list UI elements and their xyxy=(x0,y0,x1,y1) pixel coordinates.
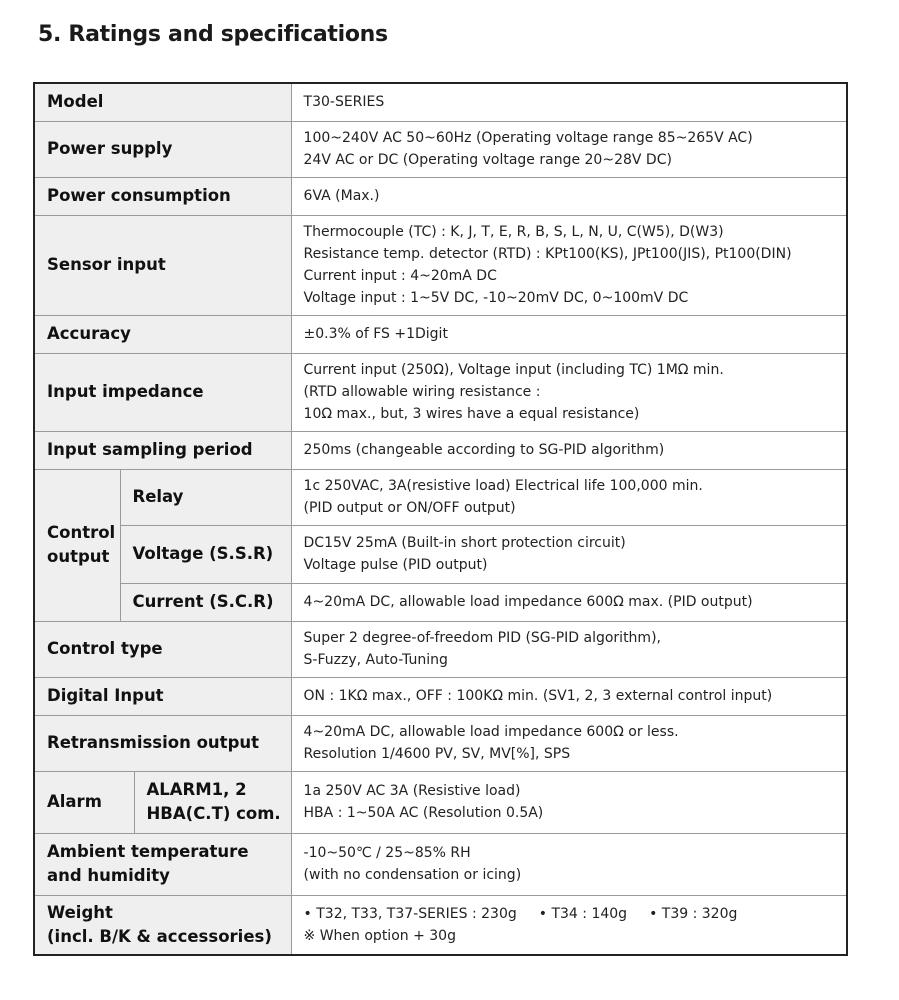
row-ambient xyxy=(34,833,847,895)
control-type-label: Control type xyxy=(34,621,291,677)
current-scr-label: Current (S.C.R) xyxy=(120,583,291,621)
model-label: Model xyxy=(34,83,291,121)
specifications-table xyxy=(33,82,848,956)
row-control-output-voltage xyxy=(34,525,847,583)
row-weight xyxy=(34,895,847,955)
ambient-label: Ambient temperature and humidity xyxy=(34,833,291,895)
accuracy-label: Accuracy xyxy=(34,315,291,353)
alarm-sub-label: ALARM1, 2 HBA(C.T) com. xyxy=(134,771,291,833)
digital-input-label: Digital Input xyxy=(34,677,291,715)
row-digital-input xyxy=(34,677,847,715)
input-impedance-value: Current input (250Ω), Voltage input (including TC) 1MΩ min. (RTD allowable wiring resistance : 10Ω max., but, 3 wires have a equal resistance) xyxy=(291,353,847,431)
weight-bullet: • T32, T33, T37-SERIES : 230g xyxy=(303,905,517,922)
weight-bullet: • T34 : 140g xyxy=(538,905,628,922)
row-input-sampling xyxy=(34,431,847,469)
ambient-value: -10~50℃ / 25~85% RH (with no condensation or icing) xyxy=(291,833,847,895)
accuracy-value: ±0.3% of FS +1Digit xyxy=(291,315,847,353)
current-scr-value: 4~20mA DC, allowable load impedance 600Ω max. (PID output) xyxy=(291,583,847,621)
voltage-ssr-value: DC15V 25mA (Built-in short protection circuit) Voltage pulse (PID output) xyxy=(291,525,847,583)
page-title: 5. Ratings and specifications xyxy=(38,22,388,47)
row-alarm xyxy=(34,771,847,833)
row-power-consumption xyxy=(34,177,847,215)
input-sampling-label: Input sampling period xyxy=(34,431,291,469)
weight-value xyxy=(291,895,847,955)
power-consumption-label: Power consumption xyxy=(34,177,291,215)
row-model xyxy=(34,83,847,121)
control-type-value: Super 2 degree-of-freedom PID (SG-PID algorithm), S-Fuzzy, Auto-Tuning xyxy=(291,621,847,677)
weight-label: Weight (incl. B/K & accessories) xyxy=(34,895,291,955)
retransmission-value: 4~20mA DC, allowable load impedance 600Ω or less. Resolution 1/4600 PV, SV, MV[%], SPS xyxy=(291,715,847,771)
voltage-ssr-label: Voltage (S.S.R) xyxy=(120,525,291,583)
retransmission-label: Retransmission output xyxy=(34,715,291,771)
row-control-output-relay xyxy=(34,469,847,525)
power-supply-label: Power supply xyxy=(34,121,291,177)
row-power-supply xyxy=(34,121,847,177)
row-control-type xyxy=(34,621,847,677)
input-impedance-label: Input impedance xyxy=(34,353,291,431)
row-retransmission xyxy=(34,715,847,771)
alarm-value: 1a 250V AC 3A (Resistive load) HBA : 1~50A AC (Resolution 0.5A) xyxy=(291,771,847,833)
input-sampling-value: 250ms (changeable according to SG-PID algorithm) xyxy=(291,431,847,469)
row-accuracy xyxy=(34,315,847,353)
control-output-label: Control output xyxy=(34,469,120,621)
relay-value: 1c 250VAC, 3A(resistive load) Electrical life 100,000 min. (PID output or ON/OFF output) xyxy=(291,469,847,525)
model-value: T30-SERIES xyxy=(291,83,847,121)
power-supply-value: 100~240V AC 50~60Hz (Operating voltage range 85~265V AC) 24V AC or DC (Operating voltage range 20~28V DC) xyxy=(291,121,847,177)
power-consumption-value: 6VA (Max.) xyxy=(291,177,847,215)
weight-bullets xyxy=(304,903,847,925)
weight-note: ※ When option + 30g xyxy=(303,927,456,944)
row-input-impedance xyxy=(34,353,847,431)
relay-label: Relay xyxy=(120,469,291,525)
digital-input-value: ON : 1KΩ max., OFF : 100KΩ min. (SV1, 2, 3 external control input) xyxy=(291,677,847,715)
row-sensor-input xyxy=(34,215,847,315)
weight-bullet: • T39 : 320g xyxy=(649,905,738,922)
sensor-input-value: Thermocouple (TC) : K, J, T, E, R, B, S, L, N, U, C(W5), D(W3) Resistance temp. detector (RTD) : KPt100(KS), JPt100(JIS), Pt100(DIN) Current input : 4~20mA DC Voltage input : 1~5V DC, -10~20mV DC, 0~100mV DC xyxy=(291,215,847,315)
alarm-label: Alarm xyxy=(34,771,134,833)
sensor-input-label: Sensor input xyxy=(34,215,291,315)
row-control-output-current xyxy=(34,583,847,621)
